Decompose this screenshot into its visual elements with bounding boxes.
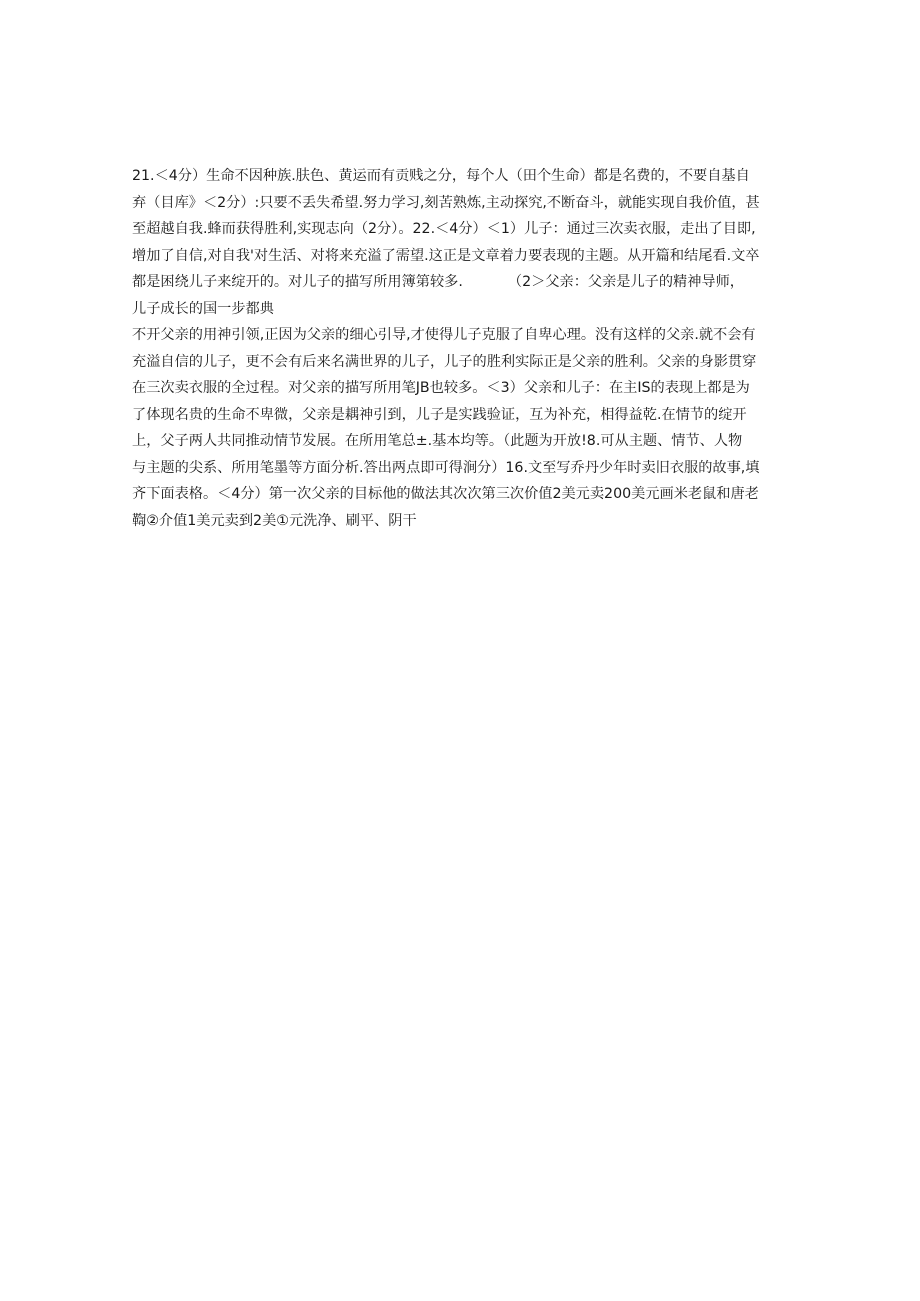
text-line: 了体现名贵的生命不卑微，父亲是耦神引到，儿子是实践验证，互为补充，相得益乾.在情节的绽开 <box>132 406 747 423</box>
text-line: 弃（目库》＜2分）:只要不丢失希望.努力学习,刻苦熟炼,主动探究,不断奋斗，就能实现自我价值，甚 <box>132 194 760 211</box>
text-line: 儿子成长的国一步都典 <box>132 300 274 317</box>
text-line: 都是困绕儿子来绽开的。对儿子的描写所用簿第较多. （2＞父亲：父亲是儿子的精神导师， <box>132 274 744 290</box>
text-line: 齐下面表格。＜4分）第一次父亲的目标他的做法其次次第三次价值2美元卖200美元画米老鼠和唐老 <box>132 486 759 502</box>
answer-text-block <box>132 163 792 534</box>
text-line: 不开父亲的用神引领,正因为父亲的细心引导,才使得儿子克服了自卑心理。没有这样的父亲.就不会有 <box>132 327 756 343</box>
text-line: 充溢自信的儿子，更不会有后来名满世界的儿子，儿子的胜利实际正是父亲的胜利。父亲的身影贯穿 <box>132 353 757 370</box>
text-line: 21.＜4分）生命不因种族.肤色、黄运而有贡贱之分，每个人（田个生命）都是名费的，不要自基自 <box>132 168 750 184</box>
text-line: 上，父子两人共同推动情节发展。在所用笔总±.基本均等。（此题为开放!8.可从主题、情节、人物 <box>132 433 743 449</box>
text-line: 鞫②介值1美元卖到2美①元洗净、刷平、阴干 <box>132 512 417 529</box>
text-line: 增加了自信,对自我'对生活、对将来充溢了需望.这正是文章着力要表现的主题。从开篇和结尾看.文卒 <box>132 247 760 264</box>
text-line: 与主题的尖系、所用笔墨等方面分析.答出两点即可得涧分）16.文至写乔丹少年时卖旧衣服的故事,填 <box>132 459 760 476</box>
text-line: 在三次卖衣服的全过程。对父亲的描写所用笔JB也较多。＜3）父亲和儿子：在主IS的表现上都是为 <box>132 380 750 396</box>
text-line: 至超越自我.蜂而获得胜利,实现志向（2分）。22.＜4分）＜1）儿子：通过三次卖衣服，走出了目即, <box>132 221 756 237</box>
